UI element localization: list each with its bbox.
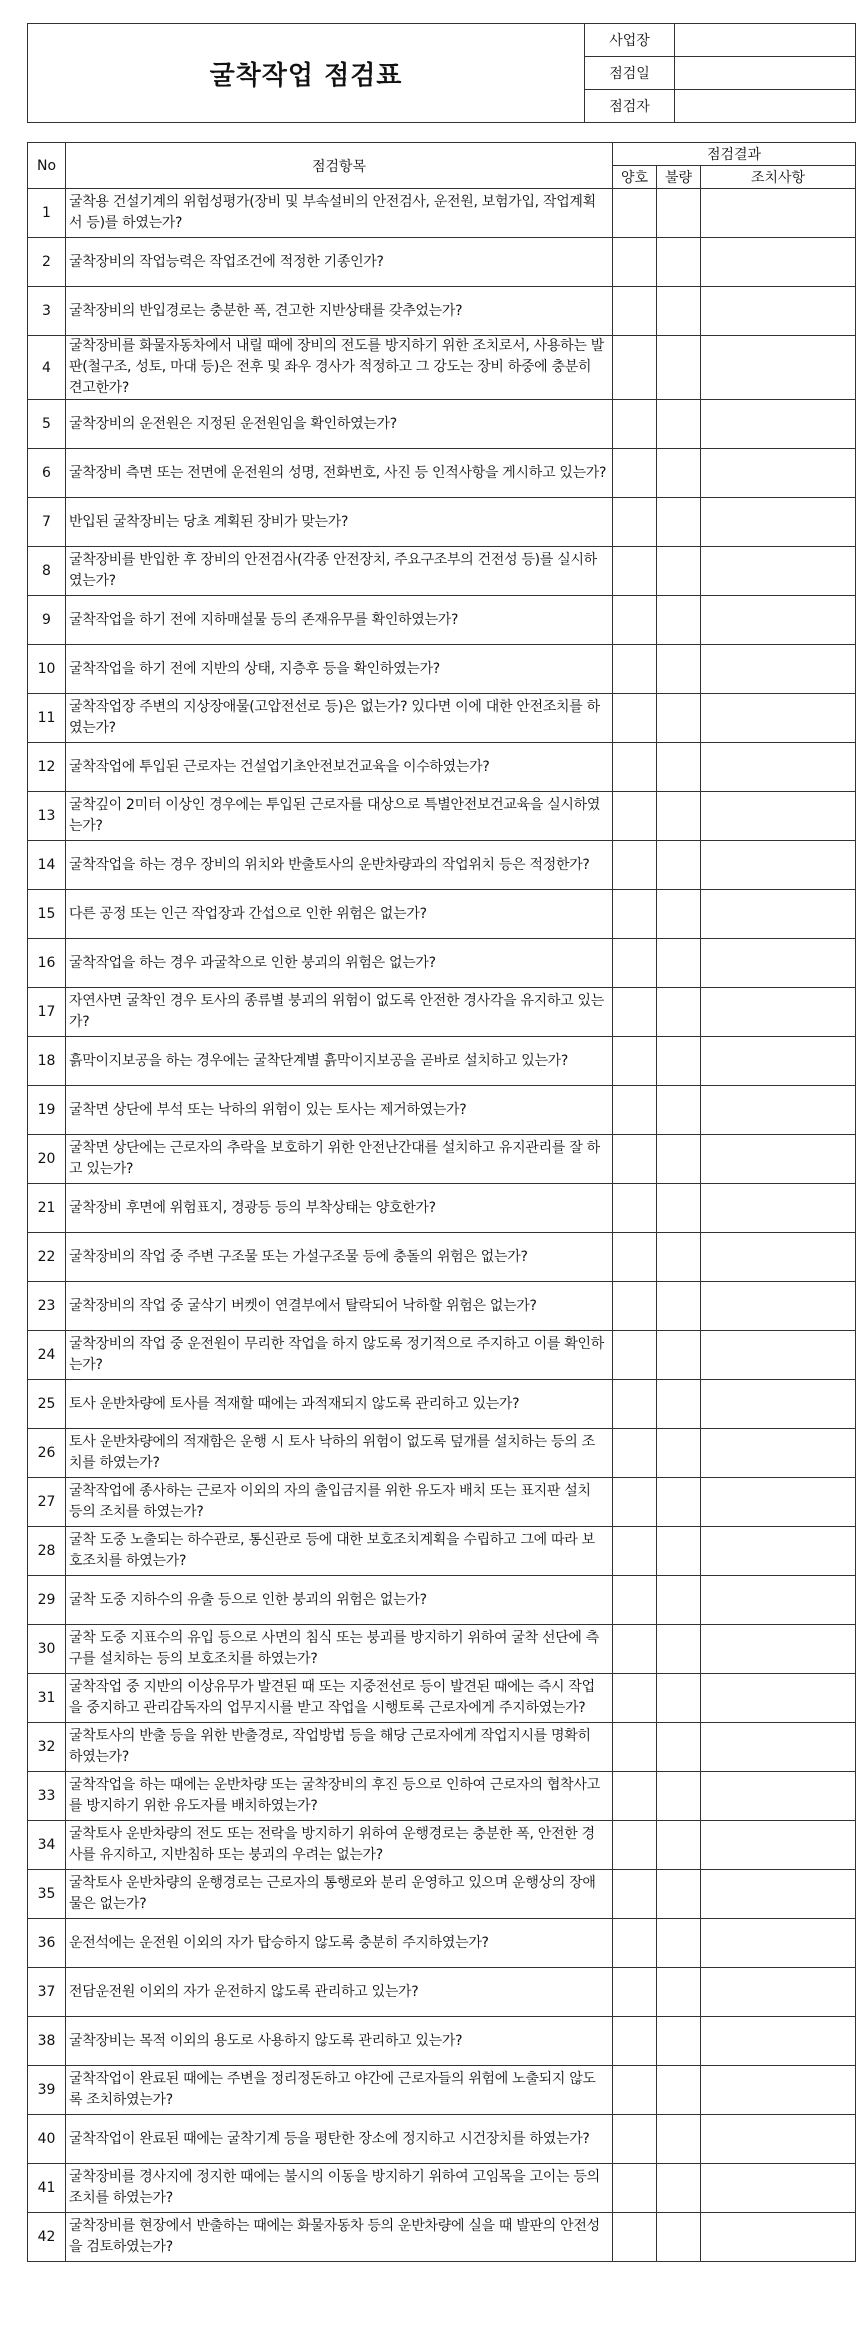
- table-row: [28, 1478, 856, 1527]
- result-good-cell[interactable]: [613, 1625, 657, 1674]
- result-bad-cell[interactable]: [657, 645, 701, 694]
- result-bad-cell[interactable]: [657, 939, 701, 988]
- result-good-cell[interactable]: [613, 1870, 657, 1919]
- table-row: [28, 2213, 856, 2262]
- table-row: [28, 645, 856, 694]
- action-cell[interactable]: [701, 1037, 856, 1086]
- result-good-cell[interactable]: [613, 1429, 657, 1478]
- item-text: 굴착작업에 종사하는 근로자 이외의 자의 출입금지를 위한 유도자 배치 또는 표지판 설치 등의 조치를 하였는가?: [66, 1478, 613, 1527]
- item-text: 굴착 도중 노출되는 하수관로, 통신관로 등에 대한 보호조치계획을 수립하고 그에 따라 보호조치를 하였는가?: [66, 1527, 613, 1576]
- col-result-header: 점검결과: [613, 143, 856, 166]
- action-cell[interactable]: [701, 596, 856, 645]
- table-row: [28, 1772, 856, 1821]
- item-text: 굴착장비 후면에 위험표지, 경광등 등의 부착상태는 양호한가?: [66, 1184, 613, 1233]
- result-bad-cell[interactable]: [657, 238, 701, 287]
- table-row: [28, 694, 856, 743]
- table-row: [28, 988, 856, 1037]
- result-good-cell[interactable]: [613, 792, 657, 841]
- table-row: [28, 1870, 856, 1919]
- item-text: 굴착작업을 하기 전에 지하매설물 등의 존재유무를 확인하였는가?: [66, 596, 613, 645]
- inspection-date-label: 점검일: [585, 57, 675, 90]
- action-cell[interactable]: [701, 547, 856, 596]
- result-bad-cell[interactable]: [657, 743, 701, 792]
- result-good-cell[interactable]: [613, 1233, 657, 1282]
- table-row: [28, 1037, 856, 1086]
- item-number: 23: [28, 1282, 66, 1331]
- result-good-cell[interactable]: [613, 841, 657, 890]
- action-cell[interactable]: [701, 1968, 856, 2017]
- result-good-cell[interactable]: [613, 287, 657, 336]
- result-good-cell[interactable]: [613, 238, 657, 287]
- table-row: [28, 2164, 856, 2213]
- item-number: 10: [28, 645, 66, 694]
- item-text: 굴착장비의 작업 중 주변 구조물 또는 가설구조물 등에 충돌의 위험은 없는가?: [66, 1233, 613, 1282]
- result-good-cell[interactable]: [613, 645, 657, 694]
- action-cell[interactable]: [701, 988, 856, 1037]
- table-row: [28, 336, 856, 400]
- item-number: 39: [28, 2066, 66, 2115]
- item-number: 21: [28, 1184, 66, 1233]
- action-cell[interactable]: [701, 694, 856, 743]
- action-cell[interactable]: [701, 2213, 856, 2262]
- item-number: 14: [28, 841, 66, 890]
- result-bad-cell[interactable]: [657, 1821, 701, 1870]
- item-text: 다른 공정 또는 인근 작업장과 간섭으로 인한 위험은 없는가?: [66, 890, 613, 939]
- result-bad-cell[interactable]: [657, 792, 701, 841]
- item-number: 22: [28, 1233, 66, 1282]
- item-text: 굴착작업을 하는 때에는 운반차량 또는 굴착장비의 후진 등으로 인하여 근로자의 협착사고를 방지하기 위한 유도자를 배치하였는가?: [66, 1772, 613, 1821]
- result-good-cell[interactable]: [613, 1674, 657, 1723]
- item-text: 굴착장비를 현장에서 반출하는 때에는 화물자동차 등의 운반차량에 실을 때 발판의 안전성을 검토하였는가?: [66, 2213, 613, 2262]
- table-row: [28, 449, 856, 498]
- result-good-cell[interactable]: [613, 694, 657, 743]
- action-cell[interactable]: [701, 890, 856, 939]
- workplace-label: 사업장: [585, 24, 675, 57]
- result-bad-cell[interactable]: [657, 2066, 701, 2115]
- action-cell[interactable]: [701, 2066, 856, 2115]
- action-cell[interactable]: [701, 1184, 856, 1233]
- item-number: 27: [28, 1478, 66, 1527]
- action-cell[interactable]: [701, 1576, 856, 1625]
- result-bad-cell[interactable]: [657, 1723, 701, 1772]
- result-bad-cell[interactable]: [657, 1576, 701, 1625]
- item-number: 32: [28, 1723, 66, 1772]
- inspector-label: 점검자: [585, 90, 675, 123]
- table-row: [28, 1625, 856, 1674]
- result-good-cell[interactable]: [613, 189, 657, 238]
- result-good-cell[interactable]: [613, 2066, 657, 2115]
- item-text: 굴착 도중 지하수의 유출 등으로 인한 붕괴의 위험은 없는가?: [66, 1576, 613, 1625]
- item-number: 4: [28, 336, 66, 400]
- action-cell[interactable]: [701, 1674, 856, 1723]
- table-row: [28, 1919, 856, 1968]
- item-text: 운전석에는 운전원 이외의 자가 탑승하지 않도록 충분히 주지하였는가?: [66, 1919, 613, 1968]
- item-number: 35: [28, 1870, 66, 1919]
- item-number: 31: [28, 1674, 66, 1723]
- table-row: [28, 1723, 856, 1772]
- item-text: 굴착용 건설기계의 위험성평가(장비 및 부속설비의 안전검사, 운전원, 보험가입, 작업계획서 등)를 하였는가?: [66, 189, 613, 238]
- table-row: [28, 1576, 856, 1625]
- action-cell[interactable]: [701, 189, 856, 238]
- item-text: 반입된 굴착장비는 당초 계획된 장비가 맞는가?: [66, 498, 613, 547]
- action-cell[interactable]: [701, 1380, 856, 1429]
- action-cell[interactable]: [701, 287, 856, 336]
- inspector-field[interactable]: [675, 90, 856, 123]
- action-cell[interactable]: [701, 1625, 856, 1674]
- result-good-cell[interactable]: [613, 1037, 657, 1086]
- item-text: 굴착토사의 반출 등을 위한 반출경로, 작업방법 등을 해당 근로자에게 작업지시를 명확히 하였는가?: [66, 1723, 613, 1772]
- item-text: 굴착장비는 목적 이외의 용도로 사용하지 않도록 관리하고 있는가?: [66, 2017, 613, 2066]
- table-row: [28, 238, 856, 287]
- action-cell[interactable]: [701, 449, 856, 498]
- item-text: 굴착토사 운반차량의 전도 또는 전락을 방지하기 위하여 운행경로는 충분한 폭, 안전한 경사를 유지하고, 지반침하 또는 붕괴의 우려는 없는가?: [66, 1821, 613, 1870]
- result-bad-cell[interactable]: [657, 1625, 701, 1674]
- col-good-header: 양호: [613, 166, 657, 189]
- item-number: 28: [28, 1527, 66, 1576]
- item-text: 굴착토사 운반차량의 운행경로는 근로자의 통행로와 분리 운영하고 있으며 운행상의 장애물은 없는가?: [66, 1870, 613, 1919]
- result-bad-cell[interactable]: [657, 1086, 701, 1135]
- workplace-field[interactable]: [675, 24, 856, 57]
- result-bad-cell[interactable]: [657, 1037, 701, 1086]
- table-row: [28, 1135, 856, 1184]
- result-good-cell[interactable]: [613, 2213, 657, 2262]
- result-good-cell[interactable]: [613, 1478, 657, 1527]
- result-bad-cell[interactable]: [657, 189, 701, 238]
- item-text: 전담운전원 이외의 자가 운전하지 않도록 관리하고 있는가?: [66, 1968, 613, 2017]
- action-cell[interactable]: [701, 1821, 856, 1870]
- table-row: [28, 1233, 856, 1282]
- result-bad-cell[interactable]: [657, 2017, 701, 2066]
- result-bad-cell[interactable]: [657, 449, 701, 498]
- result-good-cell[interactable]: [613, 2164, 657, 2213]
- result-bad-cell[interactable]: [657, 1674, 701, 1723]
- result-bad-cell[interactable]: [657, 1380, 701, 1429]
- action-cell[interactable]: [701, 1233, 856, 1282]
- result-bad-cell[interactable]: [657, 400, 701, 449]
- item-number: 3: [28, 287, 66, 336]
- table-row: [28, 2066, 856, 2115]
- item-number: 30: [28, 1625, 66, 1674]
- result-bad-cell[interactable]: [657, 694, 701, 743]
- table-row: [28, 547, 856, 596]
- action-cell[interactable]: [701, 1086, 856, 1135]
- result-bad-cell[interactable]: [657, 1429, 701, 1478]
- item-number: 11: [28, 694, 66, 743]
- table-row: [28, 498, 856, 547]
- table-row: [28, 1380, 856, 1429]
- item-number: 17: [28, 988, 66, 1037]
- action-cell[interactable]: [701, 1870, 856, 1919]
- result-good-cell[interactable]: [613, 1821, 657, 1870]
- table-row: [28, 743, 856, 792]
- table-row: [28, 792, 856, 841]
- item-text: 굴착작업을 하는 경우 장비의 위치와 반출토사의 운반차량과의 작업위치 등은 적정한가?: [66, 841, 613, 890]
- action-cell[interactable]: [701, 400, 856, 449]
- action-cell[interactable]: [701, 792, 856, 841]
- item-text: 굴착장비 측면 또는 전면에 운전원의 성명, 전화번호, 사진 등 인적사항을 게시하고 있는가?: [66, 449, 613, 498]
- item-text: 굴착장비의 작업 중 굴삭기 버켓이 연결부에서 탈락되어 낙하할 위험은 없는가?: [66, 1282, 613, 1331]
- item-text: 자연사면 굴착인 경우 토사의 종류별 붕괴의 위험이 없도록 안전한 경사각을 유지하고 있는가?: [66, 988, 613, 1037]
- result-good-cell[interactable]: [613, 1380, 657, 1429]
- item-text: 굴착면 상단에는 근로자의 추락을 보호하기 위한 안전난간대를 설치하고 유지관리를 잘 하고 있는가?: [66, 1135, 613, 1184]
- action-cell[interactable]: [701, 939, 856, 988]
- result-bad-cell[interactable]: [657, 1870, 701, 1919]
- result-bad-cell[interactable]: [657, 1919, 701, 1968]
- item-text: 토사 운반차량에 토사를 적재할 때에는 과적재되지 않도록 관리하고 있는가?: [66, 1380, 613, 1429]
- table-row: [28, 2115, 856, 2164]
- result-good-cell[interactable]: [613, 1919, 657, 1968]
- item-number: 36: [28, 1919, 66, 1968]
- action-cell[interactable]: [701, 2017, 856, 2066]
- result-good-cell[interactable]: [613, 1184, 657, 1233]
- item-text: 굴착작업을 하기 전에 지반의 상태, 지층후 등을 확인하였는가?: [66, 645, 613, 694]
- action-cell[interactable]: [701, 336, 856, 400]
- table-row: [28, 400, 856, 449]
- inspection-date-field[interactable]: [675, 57, 856, 90]
- item-number: 38: [28, 2017, 66, 2066]
- result-good-cell[interactable]: [613, 1772, 657, 1821]
- action-cell[interactable]: [701, 1772, 856, 1821]
- result-bad-cell[interactable]: [657, 1233, 701, 1282]
- item-text: 굴착 도중 지표수의 유입 등으로 사면의 침식 또는 붕괴를 방지하기 위하여 굴착 선단에 측구를 설치하는 등의 보호조치를 하였는가?: [66, 1625, 613, 1674]
- item-number: 9: [28, 596, 66, 645]
- result-good-cell[interactable]: [613, 1135, 657, 1184]
- result-bad-cell[interactable]: [657, 547, 701, 596]
- result-bad-cell[interactable]: [657, 988, 701, 1037]
- item-text: 흙막이지보공을 하는 경우에는 굴착단계별 흙막이지보공을 곧바로 설치하고 있는가?: [66, 1037, 613, 1086]
- table-row: [28, 1674, 856, 1723]
- result-good-cell[interactable]: [613, 336, 657, 400]
- result-good-cell[interactable]: [613, 400, 657, 449]
- item-text: 굴착장비를 화물자동차에서 내릴 때에 장비의 전도를 방지하기 위한 조치로서, 사용하는 발판(철구조, 성토, 마대 등)은 전후 및 좌우 경사가 적정하고 그 강도는 장비 하중에 충분히 견고한가?: [66, 336, 613, 400]
- result-good-cell[interactable]: [613, 1576, 657, 1625]
- result-good-cell[interactable]: [613, 2017, 657, 2066]
- item-number: 7: [28, 498, 66, 547]
- result-bad-cell[interactable]: [657, 1968, 701, 2017]
- table-row: [28, 1968, 856, 2017]
- item-text: 굴착깊이 2미터 이상인 경우에는 투입된 근로자를 대상으로 특별안전보건교육을 실시하였는가?: [66, 792, 613, 841]
- item-number: 42: [28, 2213, 66, 2262]
- result-bad-cell[interactable]: [657, 596, 701, 645]
- item-number: 29: [28, 1576, 66, 1625]
- table-row: [28, 2017, 856, 2066]
- item-number: 13: [28, 792, 66, 841]
- action-cell[interactable]: [701, 645, 856, 694]
- result-good-cell[interactable]: [613, 1723, 657, 1772]
- result-good-cell[interactable]: [613, 1282, 657, 1331]
- result-bad-cell[interactable]: [657, 1527, 701, 1576]
- result-good-cell[interactable]: [613, 547, 657, 596]
- result-bad-cell[interactable]: [657, 1184, 701, 1233]
- col-action-header: 조치사항: [701, 166, 856, 189]
- item-text: 굴착작업이 완료된 때에는 주변을 정리정돈하고 야간에 근로자들의 위험에 노출되지 않도록 조치하였는가?: [66, 2066, 613, 2115]
- result-good-cell[interactable]: [613, 939, 657, 988]
- item-number: 40: [28, 2115, 66, 2164]
- table-row: [28, 1282, 856, 1331]
- page-title: 굴착작업 점검표: [28, 24, 585, 123]
- result-bad-cell[interactable]: [657, 890, 701, 939]
- result-good-cell[interactable]: [613, 596, 657, 645]
- action-cell[interactable]: [701, 238, 856, 287]
- col-no-header: No: [28, 143, 66, 189]
- result-good-cell[interactable]: [613, 2115, 657, 2164]
- item-number: 15: [28, 890, 66, 939]
- item-number: 18: [28, 1037, 66, 1086]
- table-row: [28, 1331, 856, 1380]
- item-text: 굴착장비를 반입한 후 장비의 안전검사(각종 안전장치, 주요구조부의 건전성 등)를 실시하였는가?: [66, 547, 613, 596]
- table-row: [28, 1527, 856, 1576]
- item-text: 굴착작업을 하는 경우 과굴착으로 인한 붕괴의 위험은 없는가?: [66, 939, 613, 988]
- result-good-cell[interactable]: [613, 449, 657, 498]
- item-number: 8: [28, 547, 66, 596]
- item-text: 굴착장비의 반입경로는 충분한 폭, 견고한 지반상태를 갖추었는가?: [66, 287, 613, 336]
- action-cell[interactable]: [701, 2115, 856, 2164]
- result-bad-cell[interactable]: [657, 1478, 701, 1527]
- table-row: [28, 189, 856, 238]
- item-text: 굴착장비의 운전원은 지정된 운전원임을 확인하였는가?: [66, 400, 613, 449]
- result-good-cell[interactable]: [613, 1968, 657, 2017]
- checklist-body: [28, 189, 856, 2262]
- item-number: 2: [28, 238, 66, 287]
- item-number: 33: [28, 1772, 66, 1821]
- item-text: 토사 운반차량에의 적재함은 운행 시 토사 낙하의 위험이 없도록 덮개를 설치하는 등의 조치를 하였는가?: [66, 1429, 613, 1478]
- item-number: 26: [28, 1429, 66, 1478]
- action-cell[interactable]: [701, 1429, 856, 1478]
- col-bad-header: 불량: [657, 166, 701, 189]
- result-good-cell[interactable]: [613, 988, 657, 1037]
- result-good-cell[interactable]: [613, 1086, 657, 1135]
- result-bad-cell[interactable]: [657, 1282, 701, 1331]
- table-row: [28, 287, 856, 336]
- item-number: 19: [28, 1086, 66, 1135]
- item-text: 굴착장비의 작업능력은 작업조건에 적정한 기종인가?: [66, 238, 613, 287]
- result-bad-cell[interactable]: [657, 287, 701, 336]
- action-cell[interactable]: [701, 1282, 856, 1331]
- table-row: [28, 841, 856, 890]
- action-cell[interactable]: [701, 1478, 856, 1527]
- table-row: [28, 939, 856, 988]
- item-text: 굴착작업이 완료된 때에는 굴착기계 등을 평탄한 장소에 정지하고 시건장치를 하였는가?: [66, 2115, 613, 2164]
- item-text: 굴착작업장 주변의 지상장애물(고압전선로 등)은 없는가? 있다면 이에 대한 안전조치를 하였는가?: [66, 694, 613, 743]
- result-bad-cell[interactable]: [657, 1331, 701, 1380]
- item-text: 굴착장비의 작업 중 운전원이 무리한 작업을 하지 않도록 정기적으로 주지하고 이를 확인하는가?: [66, 1331, 613, 1380]
- item-text: 굴착장비를 경사지에 정지한 때에는 불시의 이동을 방지하기 위하여 고임목을 고이는 등의 조치를 하였는가?: [66, 2164, 613, 2213]
- table-row: [28, 1184, 856, 1233]
- action-cell[interactable]: [701, 1135, 856, 1184]
- checklist-table: [27, 142, 856, 2262]
- item-number: 16: [28, 939, 66, 988]
- result-bad-cell[interactable]: [657, 1772, 701, 1821]
- item-text: 굴착면 상단에 부석 또는 낙하의 위험이 있는 토사는 제거하였는가?: [66, 1086, 613, 1135]
- item-text: 굴착작업에 투입된 근로자는 건설업기초안전보건교육을 이수하였는가?: [66, 743, 613, 792]
- result-good-cell[interactable]: [613, 890, 657, 939]
- action-cell[interactable]: [701, 743, 856, 792]
- item-number: 20: [28, 1135, 66, 1184]
- result-good-cell[interactable]: [613, 1527, 657, 1576]
- table-row: [28, 596, 856, 645]
- item-number: 34: [28, 1821, 66, 1870]
- result-bad-cell[interactable]: [657, 336, 701, 400]
- action-cell[interactable]: [701, 1723, 856, 1772]
- result-bad-cell[interactable]: [657, 498, 701, 547]
- result-bad-cell[interactable]: [657, 2213, 701, 2262]
- item-number: 1: [28, 189, 66, 238]
- result-bad-cell[interactable]: [657, 2115, 701, 2164]
- item-number: 25: [28, 1380, 66, 1429]
- result-good-cell[interactable]: [613, 1331, 657, 1380]
- result-bad-cell[interactable]: [657, 2164, 701, 2213]
- result-bad-cell[interactable]: [657, 841, 701, 890]
- action-cell[interactable]: [701, 1919, 856, 1968]
- action-cell[interactable]: [701, 498, 856, 547]
- action-cell[interactable]: [701, 2164, 856, 2213]
- item-number: 37: [28, 1968, 66, 2017]
- col-item-header: 점검항목: [66, 143, 613, 189]
- header-table: [27, 23, 856, 123]
- item-number: 5: [28, 400, 66, 449]
- table-row: [28, 1821, 856, 1870]
- item-number: 12: [28, 743, 66, 792]
- item-text: 굴착작업 중 지반의 이상유무가 발견된 때 또는 지중전선로 등이 발견된 때에는 즉시 작업을 중지하고 관리감독자의 업무지시를 받고 작업을 시행토록 근로자에게 주지하였는가?: [66, 1674, 613, 1723]
- table-row: [28, 1429, 856, 1478]
- action-cell[interactable]: [701, 1331, 856, 1380]
- action-cell[interactable]: [701, 841, 856, 890]
- table-row: [28, 1086, 856, 1135]
- table-row: [28, 890, 856, 939]
- item-number: 41: [28, 2164, 66, 2213]
- action-cell[interactable]: [701, 1527, 856, 1576]
- result-good-cell[interactable]: [613, 743, 657, 792]
- item-number: 24: [28, 1331, 66, 1380]
- result-bad-cell[interactable]: [657, 1135, 701, 1184]
- result-good-cell[interactable]: [613, 498, 657, 547]
- item-number: 6: [28, 449, 66, 498]
